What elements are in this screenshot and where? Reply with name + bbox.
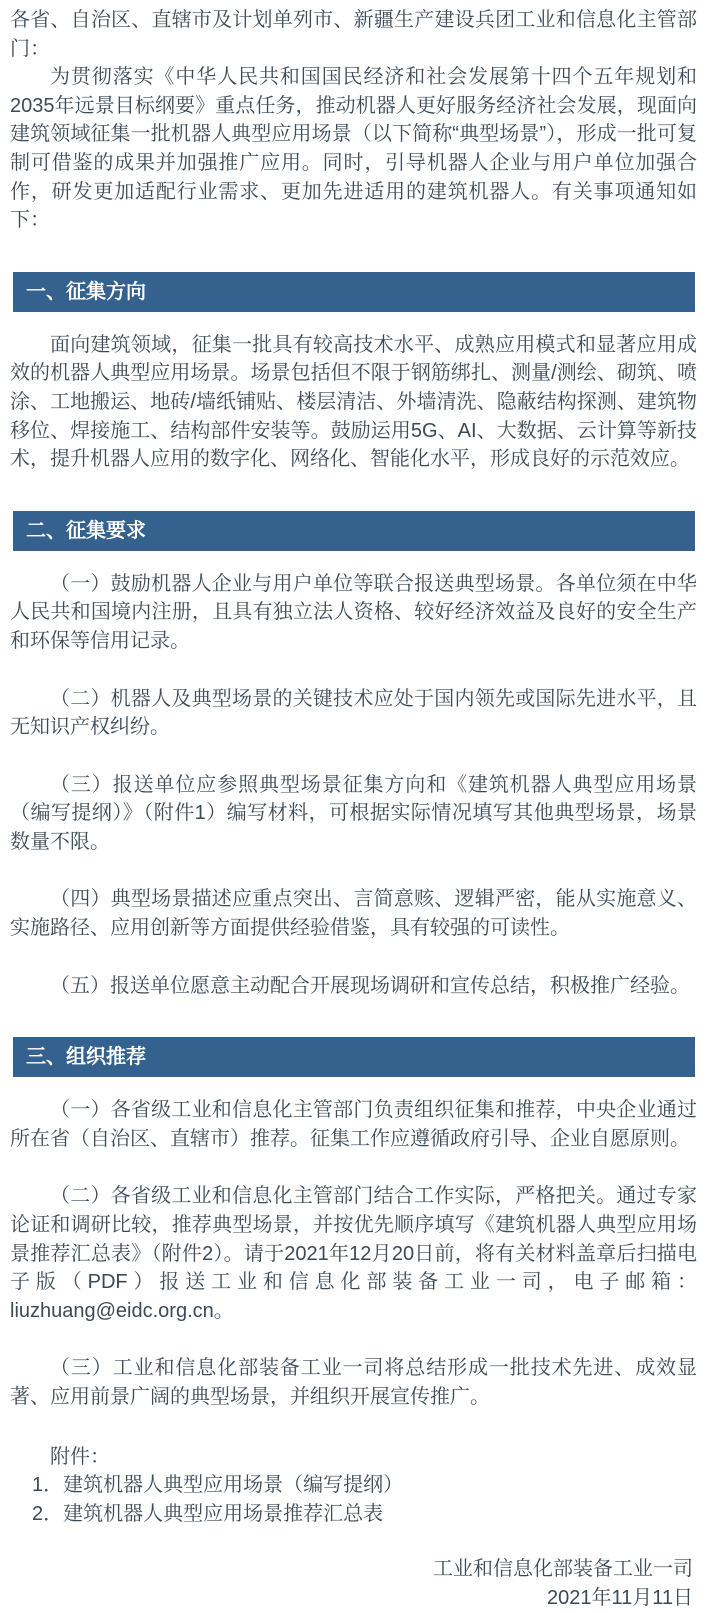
section-2-paragraph-3: （三）报送单位应参照典型场景征集方向和《建筑机器人典型应用场景（编写提纲）》（附件1）编写材料，可根据实际情况填写其他典型场景，场景数量不限。 <box>10 773 697 853</box>
section-2-paragraph-4: （四）典型场景描述应重点突出、言简意赅、逻辑严密，能从实施意义、实施路径、应用创新等方面提供经验借鉴，具有较强的可读性。 <box>10 888 697 940</box>
section-2-title: 二、征集要求 <box>26 519 146 542</box>
section-2-body <box>10 570 697 1001</box>
section-2-paragraph-1: （一）鼓励机器人企业与用户单位等联合报送典型场景。各单位须在中华人民共和国境内注册，且具有独立法人资格、较好经济效益及良好的安全生产和环保等信用记录。 <box>10 572 697 652</box>
section-3-title: 三、组织推荐 <box>26 1046 146 1069</box>
section-2-paragraph-5: （五）报送单位愿意主动配合开展现场调研和宣传总结，积极推广经验。 <box>50 974 690 997</box>
section-3-body <box>10 1096 697 1411</box>
signature-org: 工业和信息化部装备工业一司 <box>433 1558 693 1581</box>
attachments-block <box>10 1443 697 1529</box>
addressee-line: 各省、自治区、直辖市及计划单列市、新疆生产建设兵团工业和信息化主管部门： <box>10 9 697 60</box>
intro-paragraph: 为贯彻落实《中华人民共和国国民经济和社会发展第十四个五年规划和2035年远景目标纲要》重点任务，推动机器人更好服务经济社会发展，现面向建筑领域征集一批机器人典型应用场景（以下简称“典型场景”），形成一批可复制可借鉴的成果并加强推广应用。同时，引导机器人企业与用户单位加强合作，研发更加适配行业需求、更加先进适用的建筑机器人。有关事项通知如下： <box>10 66 697 232</box>
section-3-paragraph-3: （三）工业和信息化部装备工业一司将总结形成一批技术先进、成效显著、应用前景广阔的典型场景，并组织开展宣传推广。 <box>10 1357 697 1408</box>
signature-block <box>10 1555 697 1612</box>
section-1-body <box>10 331 697 474</box>
attachment-item-1: 1．建筑机器人典型应用场景（编写提纲） <box>32 1474 404 1497</box>
attachments-label: 附件： <box>50 1445 110 1468</box>
section-1-title: 一、征集方向 <box>26 280 146 303</box>
section-3-paragraph-1: （一）各省级工业和信息化主管部门负责组织征集和推荐，中央企业通过所在省（自治区、直辖市）推荐。征集工作应遵循政府引导、企业自愿原则。 <box>10 1099 697 1150</box>
attachment-item-2: 2．建筑机器人典型应用场景推荐汇总表 <box>32 1502 384 1525</box>
section-1-paragraph: 面向建筑领域，征集一批具有较高技术水平、成熟应用模式和显著应用成效的机器人典型应用场景。场景包括但不限于钢筋绑扎、测量/测绘、砌筑、喷涂、工地搬运、地砖/墙纸铺贴、楼层清洁、外墙清洗、隐蔽结构探测、建筑物移位、焊接施工、结构部件安装等。鼓励运用5G、AI、大数据、云计算等新技术，提升机器人应用的数字化、网络化、智能化水平，形成良好的示范效应。 <box>10 333 697 471</box>
section-1-header <box>13 272 695 312</box>
section-2-header <box>13 511 695 551</box>
section-2-paragraph-2: （二）机器人及典型场景的关键技术应处于国内领先或国际先进水平，且无知识产权纠纷。 <box>10 687 697 739</box>
section-3-paragraph-2: （二）各省级工业和信息化主管部门结合工作实际，严格把关。通过专家论证和调研比较，推荐典型场景，并按优先顺序填写《建筑机器人典型应用场景推荐汇总表》（附件2）。请于2021年12月20日前，将有关材料盖章后扫描电子版（PDF）报送工业和信息化部装备工业一司，电子邮箱：liuzhuang@eidc.org.cn。 <box>10 1185 697 1322</box>
section-3-header <box>13 1037 695 1077</box>
signature-date: 2021年11月11日 <box>546 1586 693 1609</box>
